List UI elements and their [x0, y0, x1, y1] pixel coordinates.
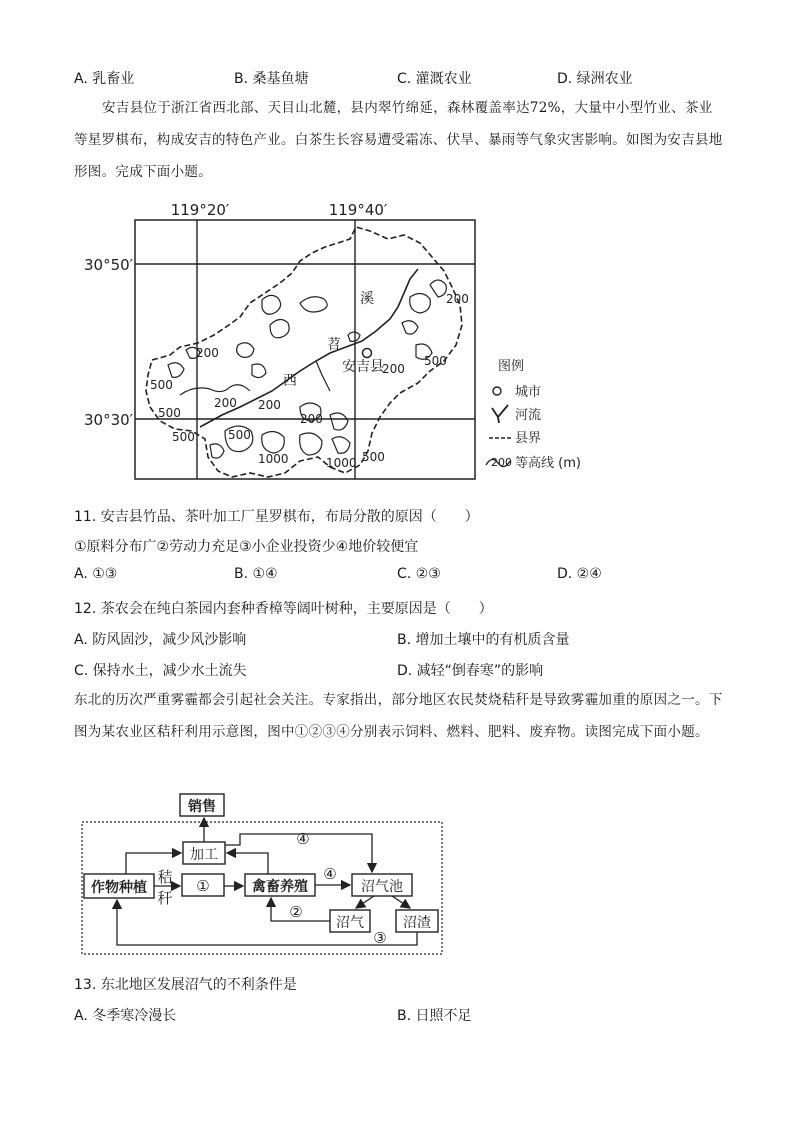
svg-text:500: 500 — [150, 378, 173, 392]
svg-text:200: 200 — [382, 362, 405, 376]
svg-text:500: 500 — [228, 428, 251, 442]
label-4-mid: ④ — [323, 865, 337, 883]
q10-option-a: A. 乳畜业 — [74, 71, 135, 87]
q13-option-a: A. 冬季寒冷漫长 — [74, 1008, 177, 1024]
svg-text:加工: 加工 — [190, 847, 218, 863]
svg-text:沼气: 沼气 — [336, 915, 364, 931]
svg-text:200: 200 — [491, 456, 512, 469]
city-marker-anji — [363, 349, 372, 358]
svg-text:沼气池: 沼气池 — [361, 879, 403, 895]
q13-stem: 13. 东北地区发展沼气的不利条件是 — [74, 977, 297, 993]
svg-text:沼渣: 沼渣 — [403, 915, 431, 931]
city-label-anji: 安吉县 — [342, 359, 384, 375]
label-4-top: ④ — [296, 830, 310, 848]
svg-text:200: 200 — [446, 292, 469, 306]
passage-straw: 东北的历次严重雾霾都会引起社会关注。专家指出，部分地区农民焚烧秸秆是导致雾霾加重的原因之一。下图为某农业区秸秆利用示意图，图中①②③④分别表示饲料、燃料、肥料、废弃物。读图完成下面小题。 — [74, 692, 723, 740]
q12-option-b: B. 增加土壤中的有机质含量 — [397, 632, 570, 648]
svg-text:作物种植: 作物种植 — [91, 880, 147, 896]
lon-label-1: 119°20′ — [170, 201, 230, 219]
passage-anji: 安吉县位于浙江省西北部、天目山北麓，县内翠竹绵延，森林覆盖率达72%，大量中小型竹业、茶业等星罗棋布，构成安吉的特色产业。白茶生长容易遭受霜冻、伏旱、暴雨等气象灾害影响。如图为安吉县地形图。完成下面小题。 — [74, 100, 723, 180]
svg-text:500: 500 — [172, 430, 195, 444]
straw-char-1: 秸 — [157, 868, 173, 886]
svg-text:200: 200 — [300, 412, 323, 426]
q12-option-d: D. 减轻“倒春寒”的影响 — [397, 663, 544, 679]
river-char-west: 西 — [283, 373, 297, 389]
river-char-tiao: 苕 — [327, 337, 341, 353]
svg-text:1000: 1000 — [326, 456, 357, 470]
q11-choices: ①原料分布广②劳动力充足③小企业投资少④地价较便宜 — [74, 539, 419, 555]
q10-option-b: B. 桑基鱼塘 — [234, 71, 309, 87]
lon-label-2: 119°40′ — [328, 201, 388, 219]
legend-river-icon — [492, 405, 508, 423]
svg-text:1000: 1000 — [258, 452, 289, 466]
river-char-xi: 溪 — [360, 291, 374, 307]
svg-text:200: 200 — [214, 396, 237, 410]
q12-option-a: A. 防风固沙，减少风沙影响 — [74, 632, 247, 648]
svg-text:县界: 县界 — [515, 431, 542, 446]
q11-stem: 11. 安吉县竹品、茶叶加工厂星罗棋布，布局分散的原因（ ） — [74, 509, 479, 525]
svg-text:销售: 销售 — [188, 799, 216, 815]
svg-text:200: 200 — [196, 346, 219, 360]
q12-option-c: C. 保持水土，减少水土流失 — [74, 663, 247, 679]
svg-text:图例: 图例 — [498, 359, 525, 374]
label-3: ③ — [373, 929, 387, 947]
svg-text:500: 500 — [362, 450, 385, 464]
q11-option-a: A. ①③ — [74, 566, 118, 582]
svg-text:禽畜养殖: 禽畜养殖 — [252, 879, 308, 895]
svg-text:200: 200 — [258, 398, 281, 412]
straw-use-diagram — [0, 790, 794, 960]
q12-stem: 12. 茶农会在纯白茶园内套种香樟等阔叶树种，主要原因是（ ） — [74, 601, 493, 617]
q11-option-d: D. ②④ — [557, 566, 602, 582]
straw-char-2: 秆 — [157, 889, 173, 907]
svg-text:河流: 河流 — [515, 408, 542, 423]
lat-label-2: 30°30′ — [84, 411, 134, 429]
q10-option-d: D. 绿洲农业 — [557, 71, 633, 87]
map-legend — [486, 359, 581, 471]
q11-option-b: B. ①④ — [234, 566, 278, 582]
label-2: ② — [289, 903, 303, 921]
svg-text:①: ① — [196, 877, 210, 895]
q11-option-c: C. ②③ — [397, 566, 441, 582]
svg-text:500: 500 — [424, 354, 447, 368]
svg-text:等高线 (m): 等高线 (m) — [515, 456, 581, 471]
q10-option-c: C. 灌溉农业 — [397, 71, 472, 87]
lat-label-1: 30°50′ — [84, 256, 134, 274]
q13-option-b: B. 日照不足 — [397, 1008, 472, 1024]
legend-city-icon — [493, 387, 501, 395]
anji-terrain-map — [0, 195, 794, 495]
svg-text:城市: 城市 — [515, 385, 542, 400]
svg-text:500: 500 — [158, 406, 181, 420]
